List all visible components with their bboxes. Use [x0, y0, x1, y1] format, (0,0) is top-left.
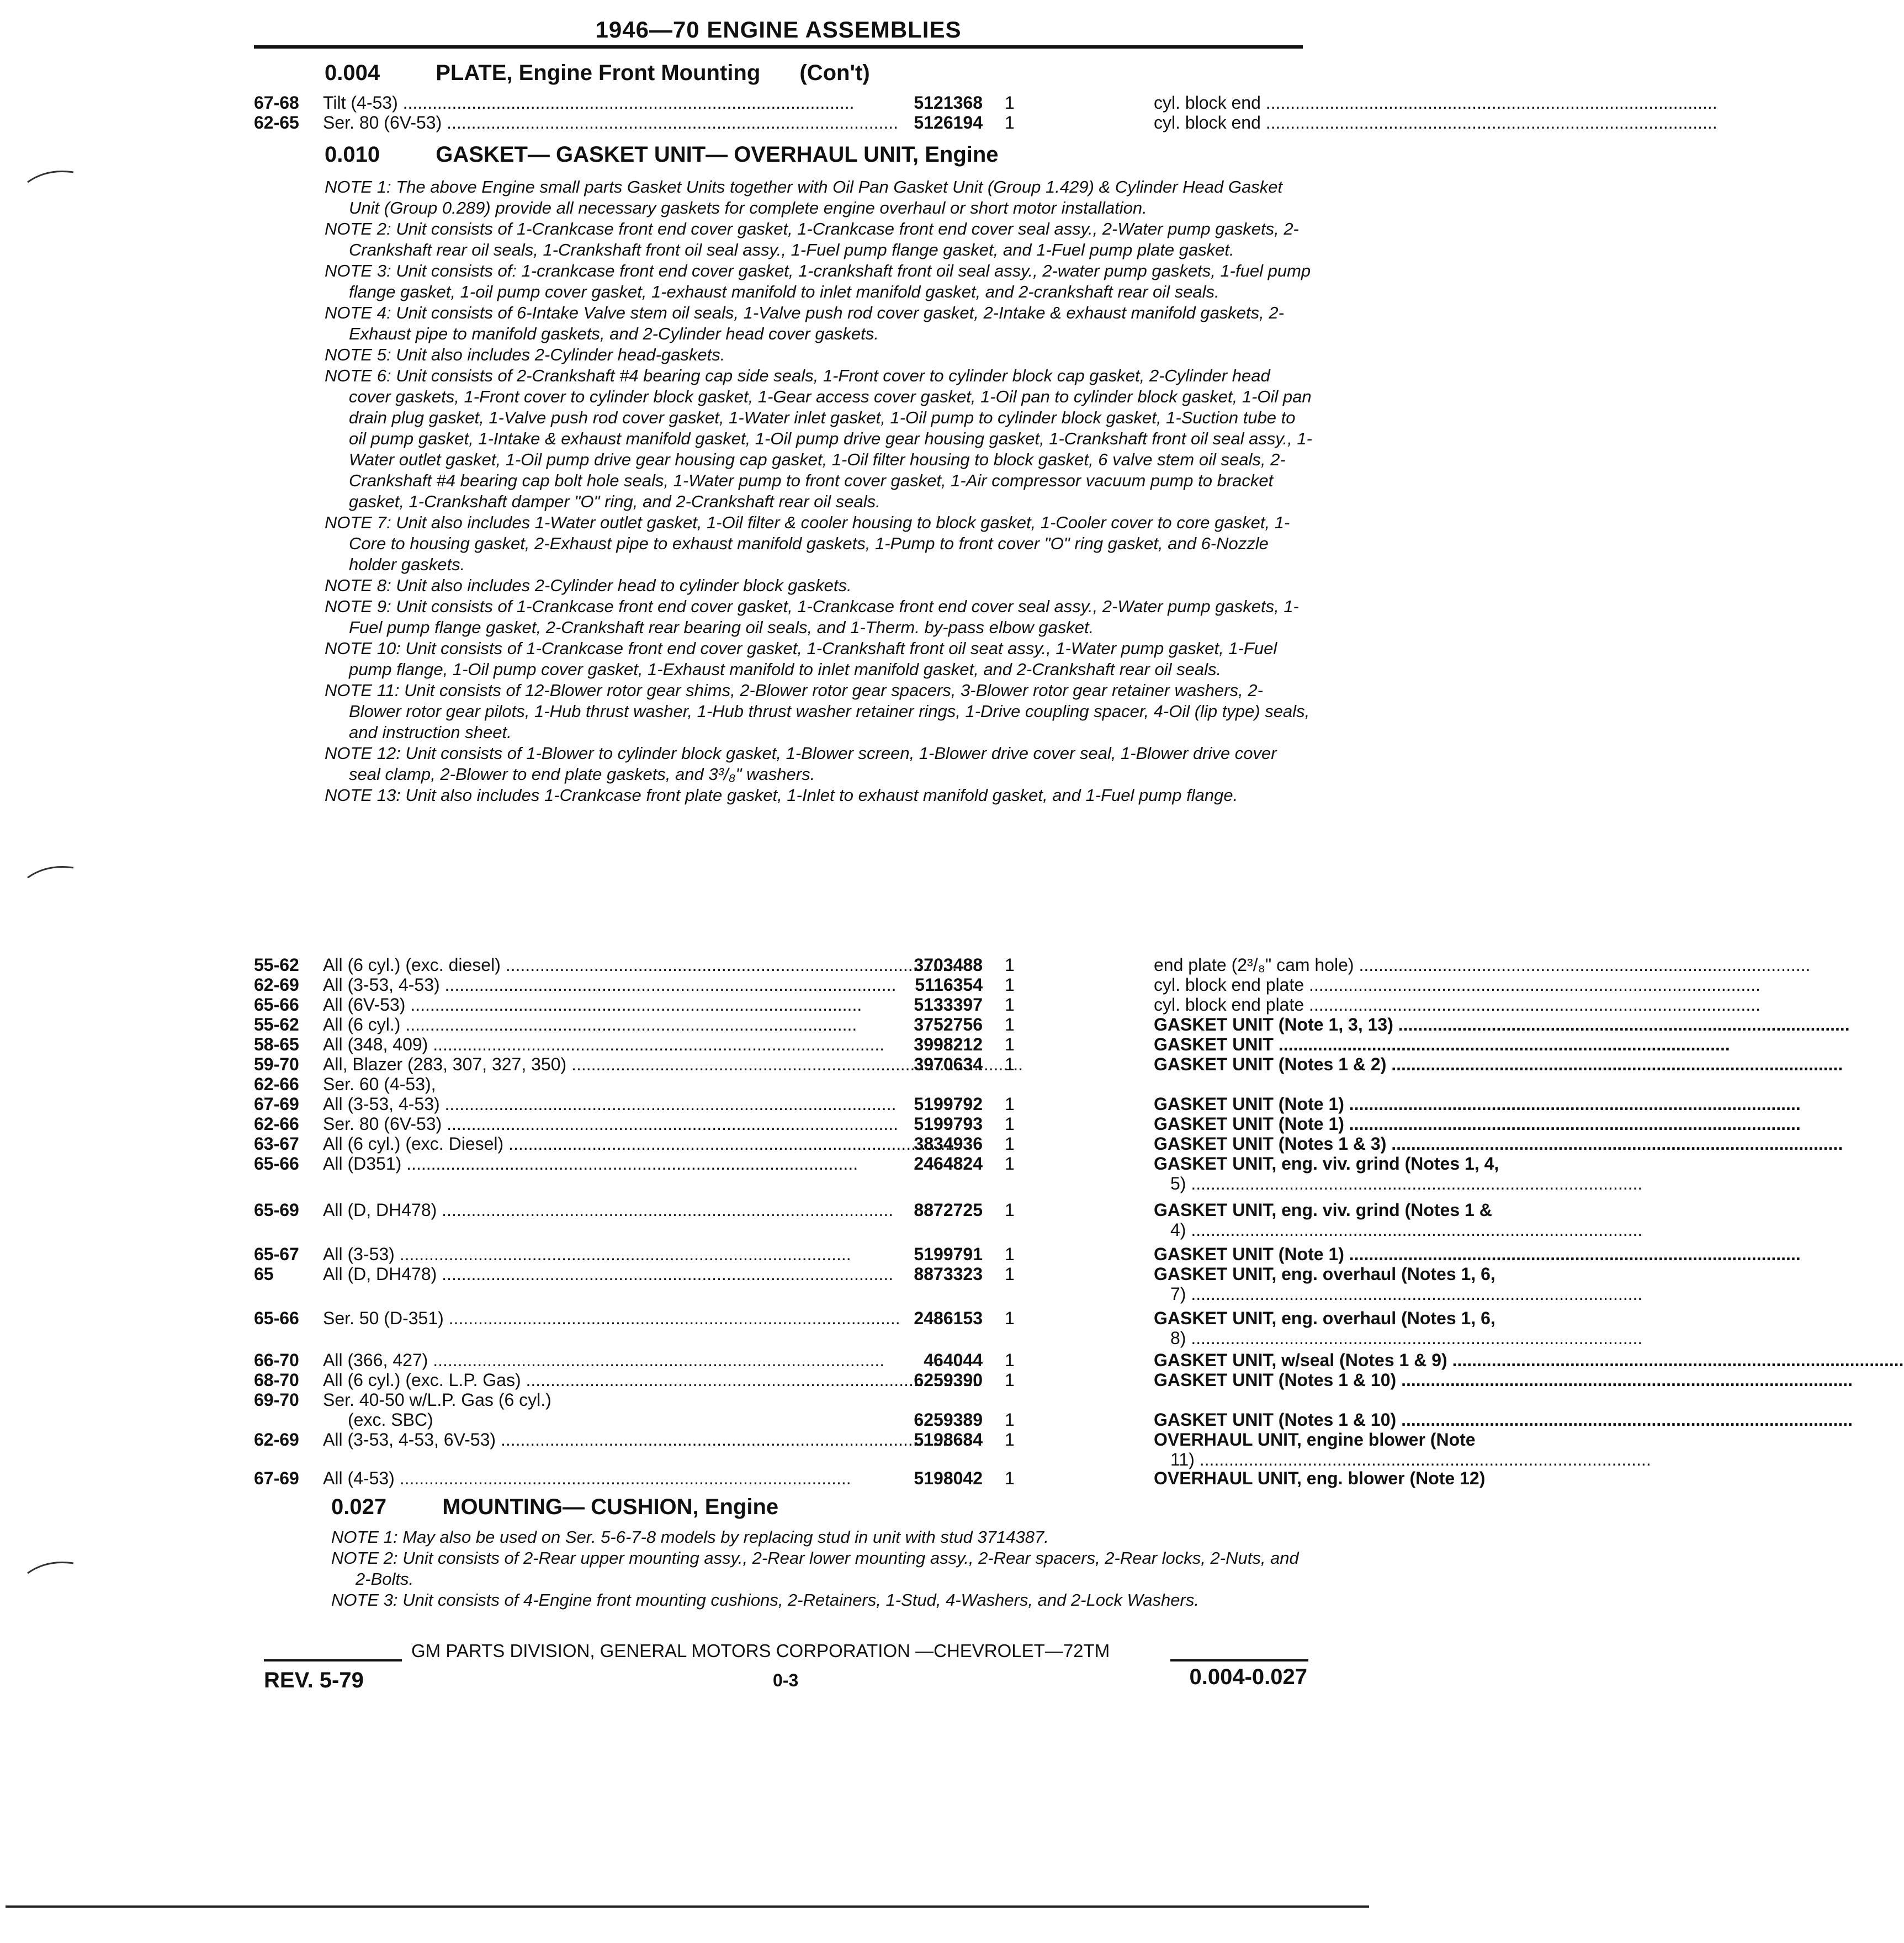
quantity: 1 — [1005, 1114, 1015, 1134]
table-row — [254, 1264, 1495, 1304]
part-number: 5199791 — [914, 1244, 983, 1264]
part-number: 3970634 — [914, 1054, 983, 1074]
footer-rule-left — [264, 1659, 402, 1661]
table-row — [254, 1430, 1476, 1469]
note: NOTE 10: Unit consists of 1-Crankcase front end cover gasket, 1-Crankshaft front oil seat assy., 1-Water pump gasket, 1-Fuel pump flange, 1-Oil pump cover gasket, 1-Exhaust manifold to inlet manifold gasket, and 2-Crankshaft rear oil seals. — [325, 639, 1277, 679]
section-code: 0.004 — [325, 61, 380, 85]
application: Ser. 80 (6V-53) ..... — [323, 1114, 872, 1134]
years: 65-67 — [254, 1244, 299, 1264]
application: All (348, 409) ..... — [323, 1034, 872, 1054]
description-cont: 5) ..... — [1170, 1174, 1551, 1193]
quantity: 1 — [1005, 1264, 1015, 1284]
description: cyl. block end plate ..... — [1154, 995, 1551, 1015]
note: NOTE 3: Unit consists of: 1-crankcase front end cover gasket, 1-crankshaft front oil seal assy., 2-water pump gaskets, 1-fuel pump flange gasket, 1-oil pump cover gasket, 1-exhaust manifold to inlet manifold gasket, and 2-crankshaft rear oil seals. — [325, 261, 1311, 301]
quantity: 1 — [1005, 1308, 1015, 1328]
quantity: 1 — [1005, 1154, 1015, 1174]
margin-mark — [25, 1557, 75, 1579]
part-number: 6259390 — [914, 1370, 983, 1390]
quantity: 1 — [1005, 1430, 1015, 1450]
table-row — [254, 995, 1314, 1015]
years: 65-66 — [254, 1154, 299, 1174]
description: GASKET UNIT, eng. overhaul (Notes 1, 6, — [1154, 1264, 1495, 1284]
section-code: 0.010 — [325, 142, 380, 167]
table-row — [254, 1410, 1397, 1430]
note: NOTE 6: Unit consists of 2-Crankshaft #4 bearing cap side seals, 1-Front cover to cylinder block cap gasket, 2-Cylinder head cover gaskets, 1-Front cover to cylinder block gasket, 1-Gear access cover gasket, 1-Oil pan to cylinder block gasket, 1-Oil pan drain plug gasket, 1-Valve push rod cover gasket, 1-Water inlet gasket, 1-Oil pump to cylinder block gasket, 1-Suction tube to oil pump gasket, 1-Intake & exhaust manifold gasket, 1-Oil pump drive gear housing gasket, 1-Crankshaft front oil seal assy., 1-Water outlet gasket, 1-Oil pump drive gear housing cap gasket, 1-Oil filter housing to block gasket, 6 valve stem oil seals, 2-Crankshaft #4 bearing cap bolt hole seals, 1-Water pump to front cover gasket, 1-Air compressor vacuum pump to bracket gasket, 1-Crankshaft damper "O" ring, and 2-Crankshaft rear oil seals. — [325, 366, 1312, 511]
table-row — [254, 1244, 1344, 1264]
part-number: 6259389 — [914, 1410, 983, 1430]
application: All (6 cyl.) ..... — [323, 1015, 872, 1034]
footer-revision: REV. 5-79 — [264, 1668, 364, 1692]
description: cyl. block end plate ..... — [1154, 975, 1551, 995]
application: All (4-53) ..... — [323, 1468, 872, 1488]
quantity: 1 — [1005, 1370, 1015, 1390]
years: 67-69 — [254, 1094, 299, 1114]
quantity: 1 — [1005, 1034, 1015, 1054]
years: 62-66 — [254, 1114, 299, 1134]
notes-block — [331, 1527, 1308, 1611]
application: All (6 cyl.) (exc. L.P. Gas) ..... — [323, 1370, 872, 1390]
description: GASKET UNIT, eng. viv. grind (Notes 1 & — [1154, 1200, 1492, 1220]
header-rule — [254, 45, 1303, 49]
years: 62-69 — [254, 975, 299, 995]
table-row — [254, 1114, 1344, 1134]
years: 67-69 — [254, 1468, 299, 1488]
description: cyl. block end ..... — [1154, 93, 1551, 113]
description: GASKET UNIT (Note 1, 3, 13) ..... — [1154, 1015, 1551, 1034]
part-number: 5116354 — [915, 975, 983, 995]
application: Ser. 40-50 w/L.P. Gas (6 cyl.) — [323, 1390, 551, 1410]
section-title: GASKET— GASKET UNIT— OVERHAUL UNIT, Engine — [436, 142, 999, 167]
quantity: 1 — [1005, 1054, 1015, 1074]
quantity: 1 — [1005, 1134, 1015, 1154]
description-cont: 8) ..... — [1170, 1328, 1551, 1348]
quantity: 1 — [1005, 1200, 1015, 1220]
part-number: 464044 — [924, 1350, 983, 1370]
description: GASKET UNIT, w/seal (Notes 1 & 9) ..... — [1154, 1350, 1551, 1370]
page-number: 0-3 — [773, 1670, 799, 1690]
application: Ser. 60 (4-53), — [323, 1074, 436, 1094]
description: GASKET UNIT (Notes 1 & 10) ..... — [1154, 1370, 1551, 1390]
table-row — [254, 1015, 1393, 1034]
quantity: 1 — [1005, 955, 1015, 975]
note: NOTE 5: Unit also includes 2-Cylinder head-gaskets. — [325, 345, 725, 364]
note: NOTE 11: Unit consists of 12-Blower rotor gear shims, 2-Blower rotor gear spacers, 3-Blower rotor gear retainer washers, 2-Blower rotor gear pilots, 1-Hub thrust washer, 1-Hub thrust washer retainer rings, 1-Drive coupling spacer, 4-Oil (lip type) seals, and instruction sheet. — [325, 681, 1310, 742]
section-heading — [331, 1495, 778, 1520]
years: 62-65 — [254, 113, 299, 132]
table-row — [254, 1074, 1314, 1094]
part-number: 8872725 — [914, 1200, 983, 1220]
part-number: 2486153 — [914, 1308, 983, 1328]
description-cont: 7) ..... — [1170, 1284, 1551, 1304]
application: All, Blazer (283, 307, 327, 350) ..... — [323, 1054, 872, 1074]
years: 67-68 — [254, 93, 299, 113]
part-number: 5198684 — [914, 1430, 983, 1450]
application: Tilt (4-53) ..... — [323, 93, 872, 113]
application: All (3-53, 4-53, 6V-53) ..... — [323, 1430, 872, 1450]
application: Ser. 50 (D-351) ..... — [323, 1308, 872, 1328]
quantity: 1 — [1005, 995, 1015, 1015]
years: 62-66 — [254, 1074, 299, 1094]
quantity: 1 — [1005, 1410, 1015, 1430]
table-row — [254, 1034, 1314, 1054]
section-cont: (Con't) — [799, 61, 870, 85]
footer-publisher: GM PARTS DIVISION, GENERAL MOTORS CORPORATION —CHEVROLET—72TM — [411, 1641, 1110, 1661]
years: 55-62 — [254, 955, 299, 975]
years: 59-70 — [254, 1054, 299, 1074]
footer-rule-right — [1170, 1659, 1308, 1661]
quantity: 1 — [1005, 1015, 1015, 1034]
note: NOTE 7: Unit also includes 1-Water outlet gasket, 1-Oil filter & cooler housing to block gasket, 1-Cooler cover to core gasket, 1-Core to housing gasket, 2-Exhaust pipe to exhaust manifold gaskets, 1-Pump to front cover "O" ring gasket, and 6-Nozzle holder gaskets. — [325, 513, 1290, 574]
application: All (D351) ..... — [323, 1154, 872, 1174]
section-heading — [325, 61, 870, 86]
part-number: 5126194 — [914, 113, 983, 132]
note: NOTE 3: Unit consists of 4-Engine front mounting cushions, 2-Retainers, 1-Stud, 4-Washers, and 2-Lock Washers. — [331, 1590, 1199, 1610]
part-number: 5199793 — [914, 1114, 983, 1134]
part-number: 5198042 — [914, 1468, 983, 1488]
description: end plate (2³/₈" cam hole) ..... — [1154, 955, 1551, 975]
table-row — [254, 1370, 1397, 1390]
part-number: 8873323 — [914, 1264, 983, 1284]
section-title: MOUNTING— CUSHION, Engine — [442, 1495, 779, 1519]
description: GASKET UNIT (Note 1) ..... — [1154, 1244, 1551, 1264]
note: NOTE 13: Unit also includes 1-Crankcase front plate gasket, 1-Inlet to exhaust manifold gasket, and 1-Fuel pump flange. — [325, 785, 1238, 805]
years: 55-62 — [254, 1015, 299, 1034]
quantity: 1 — [1005, 1468, 1015, 1488]
quantity: 1 — [1005, 975, 1015, 995]
note: NOTE 9: Unit consists of 1-Crankcase front end cover gasket, 1-Crankcase front end cover seal assy., 2-Water pump gaskets, 1-Fuel pump flange gasket, 2-Crankshaft rear bearing oil seals, and 1-Therm. by-pass elbow gasket. — [325, 597, 1299, 637]
application: All (6 cyl.) (exc. Diesel) ..... — [323, 1134, 872, 1154]
note: NOTE 8: Unit also includes 2-Cylinder head to cylinder block gaskets. — [325, 576, 852, 595]
quantity: 1 — [1005, 1244, 1015, 1264]
table-row — [254, 1134, 1387, 1154]
note: NOTE 2: Unit consists of 2-Rear upper mounting assy., 2-Rear lower mounting assy., 2-Rear spacers, 2-Rear locks, 2-Nuts, and 2-Bolts. — [331, 1548, 1299, 1589]
years: 65 — [254, 1264, 274, 1284]
note: NOTE 2: Unit consists of 1-Crankcase front end cover gasket, 1-Crankcase front end cover seal assy., 2-Water pump gaskets, 2-Crankshaft rear oil seals, 1-Crankshaft front oil seal assy., 1-Fuel pump flange gasket, and 1-Fuel pump plate gasket. — [325, 219, 1299, 259]
application: All (3-53, 4-53) ..... — [323, 975, 872, 995]
margin-mark — [25, 166, 75, 188]
application: All (D, DH478) ..... — [323, 1264, 872, 1284]
years: 68-70 — [254, 1370, 299, 1390]
part-number: 3998212 — [914, 1034, 983, 1054]
part-number: 5199792 — [914, 1094, 983, 1114]
table-row — [254, 113, 1314, 132]
table-row — [254, 1468, 1486, 1488]
part-number: 5121368 — [914, 93, 983, 113]
years: 58-65 — [254, 1034, 299, 1054]
years: 66-70 — [254, 1350, 299, 1370]
part-number: 3703488 — [914, 955, 983, 975]
years: 62-69 — [254, 1430, 299, 1450]
description: GASKET UNIT (Notes 1 & 10) ..... — [1154, 1410, 1551, 1430]
part-number: 2464824 — [914, 1154, 983, 1174]
table-row — [254, 1308, 1495, 1348]
years: 65-69 — [254, 1200, 299, 1220]
section-title: PLATE, Engine Front Mounting — [436, 61, 761, 85]
note: NOTE 4: Unit consists of 6-Intake Valve stem oil seals, 1-Valve push rod cover gasket, 2-Intake & exhaust manifold gaskets, 2-Exhaust pipe to manifold gaskets, and 2-Cylinder head cover gaskets. — [325, 303, 1284, 343]
quantity: 1 — [1005, 1350, 1015, 1370]
application: All (6 cyl.) (exc. diesel) ..... — [323, 955, 872, 975]
bottom-rule — [6, 1905, 1369, 1908]
description: GASKET UNIT, eng. overhaul (Notes 1, 6, — [1154, 1308, 1495, 1328]
description: GASKET UNIT ..... — [1154, 1034, 1551, 1054]
quantity: 1 — [1005, 1094, 1015, 1114]
part-number: 5133397 — [914, 995, 983, 1015]
note: NOTE 1: May also be used on Ser. 5-6-7-8 models by replacing stud in unit with stud 3714387. — [331, 1527, 1049, 1547]
application: All (6V-53) ..... — [323, 995, 872, 1015]
application: (exc. SBC) — [348, 1410, 433, 1430]
part-number: 3752756 — [914, 1015, 983, 1034]
table-row — [254, 1094, 1344, 1114]
margin-mark — [25, 861, 75, 883]
footer-group-range: 0.004-0.027 — [1189, 1665, 1307, 1689]
description: GASKET UNIT, eng. viv. grind (Notes 1, 4, — [1154, 1154, 1499, 1174]
table-row — [254, 1154, 1499, 1193]
description-cont: 4) ..... — [1170, 1220, 1551, 1240]
table-row — [254, 1054, 1387, 1074]
table-row — [254, 955, 1354, 975]
quantity: 1 — [1005, 93, 1015, 113]
description: GASKET UNIT (Notes 1 & 3) ..... — [1154, 1134, 1551, 1154]
description: GASKET UNIT (Note 1) ..... — [1154, 1114, 1551, 1134]
section-heading — [325, 142, 999, 167]
application: All (D, DH478) ..... — [323, 1200, 872, 1220]
application: All (366, 427) ..... — [323, 1350, 872, 1370]
application: All (3-53, 4-53) ..... — [323, 1094, 872, 1114]
note: NOTE 1: The above Engine small parts Gasket Units together with Oil Pan Gasket Unit (Group 1.429) & Cylinder Head Gasket Unit (Group 0.289) provide all necessary gaskets for complete engine overhaul or short motor installation. — [325, 177, 1283, 217]
application: Ser. 80 (6V-53) ..... — [323, 113, 872, 132]
application: All (3-53) ..... — [323, 1244, 872, 1264]
description: cyl. block end ..... — [1154, 113, 1551, 132]
page-title: 1946—70 ENGINE ASSEMBLIES — [595, 17, 962, 43]
table-row — [254, 93, 1314, 113]
table-row — [254, 1390, 1314, 1410]
years: 65-66 — [254, 995, 299, 1015]
note: NOTE 12: Unit consists of 1-Blower to cylinder block gasket, 1-Blower screen, 1-Blower drive cover seal, 1-Blower drive cover seal clamp, 2-Blower to end plate gaskets, and 3³/₈" washers. — [325, 744, 1277, 784]
notes-block — [325, 177, 1313, 806]
part-number: 3834936 — [914, 1134, 983, 1154]
table-row — [254, 1350, 1447, 1370]
years: 69-70 — [254, 1390, 299, 1410]
description: OVERHAUL UNIT, eng. blower (Note 12) — [1154, 1468, 1486, 1488]
section-code: 0.027 — [331, 1495, 387, 1519]
description: OVERHAUL UNIT, engine blower (Note — [1154, 1430, 1476, 1450]
table-row — [254, 975, 1314, 995]
description-cont: 11) ..... — [1170, 1450, 1551, 1469]
description: GASKET UNIT (Notes 1 & 2) ..... — [1154, 1054, 1551, 1074]
years: 63-67 — [254, 1134, 299, 1154]
table-row — [254, 1200, 1492, 1240]
years: 65-66 — [254, 1308, 299, 1328]
description: GASKET UNIT (Note 1) ..... — [1154, 1094, 1551, 1114]
quantity: 1 — [1005, 113, 1015, 132]
